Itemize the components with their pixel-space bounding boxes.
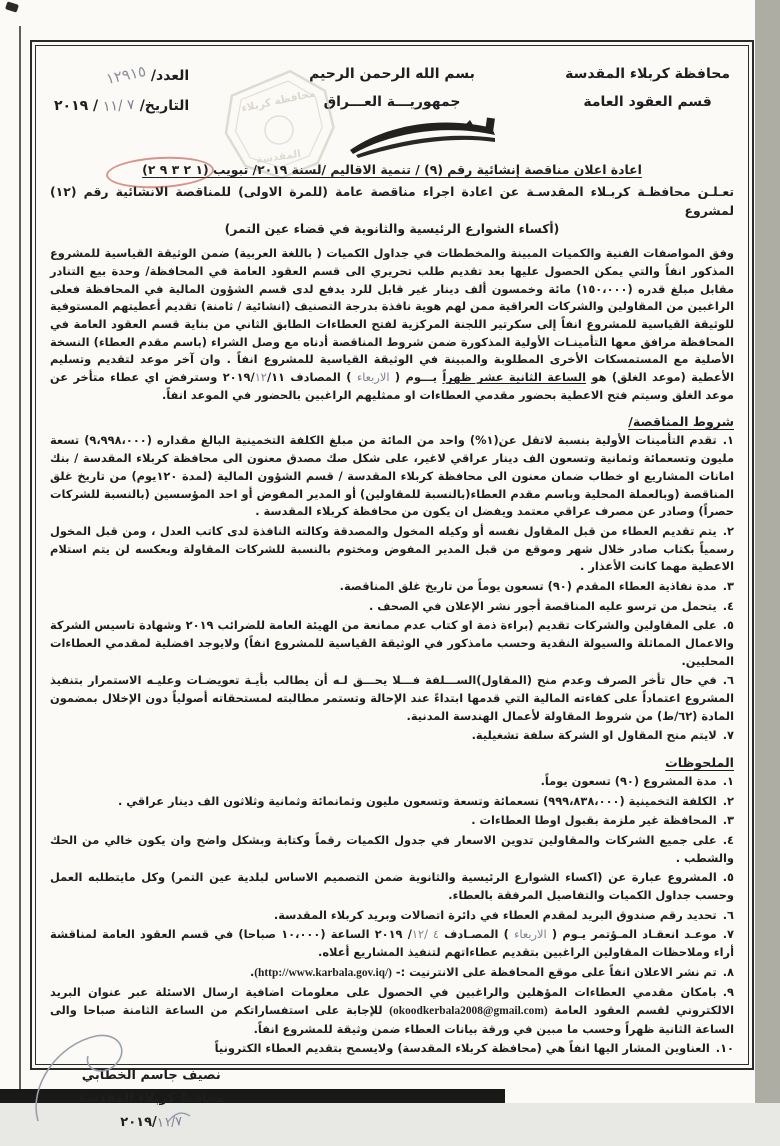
signature-date: ٢٠١٩/١١/٧	[78, 1111, 224, 1134]
conference-day-handwritten: الاربعاء	[514, 927, 547, 942]
item-number: ١٠.	[715, 1041, 734, 1056]
item-number: ٥.	[722, 618, 734, 633]
list-item: ٦.في حال تأخر الصرف وعدم منح (المقاول)الســـلفة فـــلا يحـــق لـه أن يطالب بأيـة تعويضـات وعليـه الاستمرار بتنفيذ المشروع اعتماداً على كفاءته المالية التي قدمها ابتداءً عند الإحالة وتستمر مطالبته لمستحقاته أصولياً دون الإخلال بمضمون المادة (٦٢/ط) من شروط المقاولة لأعمال الهندسة المدنية.	[50, 673, 734, 723]
conference-date-handwritten: ٤ /١٢	[411, 927, 439, 942]
website-url: (http://www.karbala.gov.iq/)	[254, 966, 392, 979]
notes-heading: الملحوظات	[665, 754, 734, 770]
list-item: ٩.بامكان مقدمي العطاءات المؤهلين والراغبين في الحصول على معلومات اضافية ارسال الاسئلة عبر عنوان البريد الالكتروني لقسم العقود العامة (okoodkerbala2008@gmail.com) للإجابة على استفساراتكم من الساعة الثامنة صباحا والى الساعة الثانية ظهراً وحسب ما مبين في ورقة بيانات العطاء ضمن وثيقة للمشروع انفاً.	[50, 985, 734, 1036]
announcement-line: تعـلـن محافظـة كربـلاء المقدسـة عن اعادة اجراء مناقصة عامة (للمرة الاولى) للمناقصة الانشائية رقم (١٢) لمشروع	[50, 184, 734, 219]
item-number: ٤.	[722, 598, 734, 613]
item-number: ٦.	[722, 673, 734, 688]
item-number: ١.	[722, 433, 734, 448]
item-number: ٩.	[722, 985, 734, 1000]
list-item: ٤.على جميع الشركات والمقاولين تدوين الاسعار في جدول الكميات رقماً وكتابة وبشكل واضح وان يكون خالي من الحك والشطب .	[50, 832, 734, 865]
issuer-block	[565, 60, 730, 116]
doc-number-line	[54, 60, 189, 92]
scan-edge-left-line	[19, 26, 21, 1090]
doc-date-label: التاريخ/	[139, 97, 190, 114]
list-item: ٥.على المقاولين والشركات تقديم (براءة ذمة او كتاب عدم ممانعة من الهيئة العامة للضرائب ٢٠١٩ وشهادة تاسيس الشركة والاعمال المماثلة والسيولة النقدية وحسب مامذكور في الوثيقة القياسية للمشروع انفاً) ولايوجد افضلية لمقدمي العطاءات المحليين.	[50, 618, 734, 668]
svg-text:محافظة كربلاء: محافظة كربلاء	[240, 87, 317, 115]
doc-number-value-handwritten: ١٢٩١٥	[104, 62, 148, 89]
intro-paragraph: وفق المواصفات الفنية والكميات المبينة والمخططات في جداول الكميات ( باللغة العربية) ضمن الوثيقة القياسية للمشروع المذكور انفاً والتي يمكن الحصول عليها بعد تقديم طلب تحريري الى قسم العقود العامة في المحافظة/ وحدة بيع التنادر مقابل مبلغ قدره (١٥٠،٠٠٠) مائة وخمسون ألف دينار غير قابل للرد يدفع لدى قسم الشؤون المالية في المحافظة فعلى الراغبين من المقاولين والشركات العراقية ممن لهم هوية نافذة بدرجة التصنيف (انشائية / ثامنة) تقديم أعطيتهم المستوفية للوثيقة القياسية للمشروع انفاً إلى سكرتير اللجنة المركزية لفتح العطاءات الطابق الثاني من بناية قسم العقود العامة في المحافظة مرافق معها التأمينـات الأولية المذكورة ضمن شروط المناقصة أدناه مع وصل الشراء (باسم مقدم العطاء) النسخة الأصلية مع المستمسكات الأخرى المطلوبة والمبينة في الوثيقة القياسية للمشروع انفاً . وان آخر موعد لتقديم وتسليم الأعطية (موعد الغلق) هو الساعة الثانية عشر ظهراً يـــوم ( الاربعاء ) المصادف ١١/١٢/٢٠١٩ وسترفض اي عطاء متأخر عن موعد الغلق وسيتم فتح الاعطية بحضور مقدمي العطاءات او ممثليهم الراغبين بالحضور في الموعد انفاً.	[50, 246, 735, 402]
closing-day-handwritten: الاربعاء	[356, 370, 390, 385]
list-item: ٣.المحافظة غير ملزمة بقبول اوطا العطاءات .	[471, 813, 734, 828]
notes-list	[50, 773, 734, 1058]
item-number: ٣.	[722, 578, 734, 593]
item-number: ١.	[722, 773, 734, 788]
list-item: ١.تقدم التأمينات الأولية بنسبة لاتقل عن(١%) واحد من المائة من مبلغ الكلفة التخمينية البالغ مقداره (٩،٩٩٨،٠٠٠) تسعة مليون وتسعمائة وثمانية وتسعون الف دينار عراقي لاغير، على شكل صك مصدق معنون الى محافظة كربلاء المقدسة / بنك امانات المشاريع او خطاب ضمان معنون الى محافظة كربلاء المقدسة / قسم الشؤون المالية (لمدة ١٢٠يوم) من تاريخ غلق المناقصة (وبالعملة المحلية وباسم مقدم العطاء(بالنسبة للمقاولين) أو المدير المفوض أو احد المؤسسين (بالنسبة للشركات حصراً) وصادر عن مصرف عراقي معتمد ويفضل ان يكون من محافظة كربلاء المقدسة .	[50, 433, 734, 519]
item-number: ٢.	[722, 793, 734, 808]
announcement-title-line	[50, 162, 734, 177]
intro-text: وفق المواصفات الفنية والكميات المبينة والمخططات في جداول الكميات ( باللغة العربية) ضمن الوثيقة القياسية للمشروع المذكور انفاً والتي يمكن الحصول عليها بعد تقديم طلب تحريري الى قسم العقود العامة في المحافظة/ وحدة بيع التنادر مقابل مبلغ قدره (١٥٠،٠٠٠) مائة وخمسون ألف دينار غير قابل للرد يدفع لدى قسم الشؤون المالية في المحافظة فعلى الراغبين من المقاولين والشركات العراقية ممن لهم هوية نافذة بدرجة التصنيف (انشائية / ثامنة) تقديم أعطيتهم المستوفية للوثيقة القياسية للمشروع انفاً إلى سكرتير اللجنة المركزية لفتح العطاءات الطابق الثاني من بناية قسم العقود العامة في المحافظة مرافق معها التأمينـات الأولية المذكورة ضمن شروط المناقصة أدناه مع وصل الشراء (باسم مقدم العطاء) النسخة الأصلية مع المستمسكات الأخرى المطلوبة والمبينة في الوثيقة القياسية للمشروع انفاً . وان آخر موعد لتقديم وتسليم الأعطية (موعد الغلق) هو	[50, 246, 735, 385]
svg-text:المقدسة: المقدسة	[255, 147, 302, 167]
doc-number-label: العدد/	[150, 68, 190, 84]
email-address: (okoodkerbala2008@gmail.com)	[389, 1004, 548, 1017]
list-item: ٢.يتم تقديم العطاء من قبل المقاول نفسه أو وكيله المخول والمصدقة وكالته النافذة لدى كاتب العدل ، ومن قبل المخول رسمياً بكتاب صادر خلال شهر وموقع من قبل المدير المفوض ومختوم بالنسبة للشركات المقاولة وبعكسه لن يتم استلام الاعطية مهما كانت الأعذار .	[50, 523, 734, 574]
list-item: ٧.موعـد انعقـاد المـؤتمر يـوم ( الاربعاء ) المصـادف ٤ /١٢/ ٢٠١٩ الساعة (١٠،٠٠٠ صباحا) في قسم العقود العامة لمناقشة أراء وملاحظات المقاولين الراغبين بتقديم عطاءاتهم لتنفيذ المشاريع أعلاه.	[50, 927, 734, 959]
terms-heading: شروط المناقصة/	[628, 414, 734, 430]
item-number: ٢.	[722, 523, 734, 538]
item-number: ٣.	[722, 813, 734, 828]
list-item: ١.مدة المشروع (٩٠) تسعون يوماً.	[540, 773, 734, 788]
signatory-name: نصيف جاسم الخطابي	[81, 1067, 221, 1083]
center-block	[272, 60, 512, 116]
list-item: ١٠.العناوين المشار اليها انفاً هي (محافظة كربلاء المقدسة) ولايسمح بتقديم العطاء الكترونياً	[214, 1041, 734, 1056]
terms-list	[50, 432, 734, 744]
doc-meta-block	[54, 60, 189, 121]
item-number: ٧.	[722, 927, 734, 942]
announcement-title: اعادة اعلان مناقصة إنشائية رقم (٩) / تنمية الاقاليم /لسنة ٢٠١٩/ تبويب (١ ٢ ٣ ٩ ٢)	[142, 162, 642, 177]
emblem-icon	[346, 116, 498, 158]
list-item: ٧.لايتم منح المقاول او الشركة سلفة تشغيلية.	[471, 728, 734, 743]
item-number: ٧.	[722, 728, 734, 743]
list-item: ٥.المشروع عبارة عن (اكساء الشوارع الرئيسية والثانوية ضمن التصميم الاساس لبلدية عين التمر) وكل مايتطلبه العمل وحسب جداول الكميات والتفاصيل المرفقة بالعطاء.	[50, 870, 734, 902]
list-item: ٣.مدة نفاذية العطاء المقدم (٩٠) تسعون يوماً من تاريخ غلق المناقصة.	[339, 578, 734, 593]
list-item: ٢.الكلفة التخمينية (٩٩٩،٨٣٨،٠٠٠) تسعمائة وتسعة وتسعون مليون وثمانمائة وثمانية وثلاثون الف دينار عراقي .	[117, 793, 734, 808]
closing-time-underlined: الساعة الثانية عشر ظهراً	[442, 370, 587, 385]
closing-month-handwritten: ١٢	[254, 370, 267, 385]
list-item: ٤.يتحمل من ترسو عليه المناقصة أجور نشر الإعلان في الصحف .	[368, 598, 734, 613]
document-header	[50, 54, 734, 167]
signatory-title: محافظ كربلاء المقدسة	[78, 1091, 225, 1107]
signature-row	[50, 1060, 734, 1134]
country-name: جمهوريـــة العـــراق	[323, 94, 461, 110]
dept-name: قسم العقود العامة	[583, 94, 712, 110]
document-content	[35, 45, 749, 1131]
scan-edge-right	[755, 0, 780, 1103]
signature-block	[78, 1064, 224, 1134]
doc-date-line	[54, 92, 189, 121]
list-item: ٨.تم نشر الاعلان انفاً على موقع المحافظة على الانترنيت :- (http://www.karbala.gov.iq/).	[249, 964, 734, 979]
document-border-frame	[30, 40, 754, 1131]
item-number: ٥.	[722, 870, 734, 885]
doc-date-year: / ٢٠١٩	[54, 97, 99, 114]
project-name: (أكساء الشوارع الرئيسية والثانوية في قضاء عين التمر)	[224, 221, 560, 237]
basmala: بسم الله الرحمن الرحيم	[309, 66, 475, 82]
item-number: ٨.	[722, 964, 734, 979]
org-name: محافظة كربلاء المقدسة	[565, 66, 730, 82]
doc-date-handwritten: ٧ /١١	[102, 96, 136, 115]
signature-date-handwritten: ١١/٧	[156, 1113, 183, 1131]
scan-ink-mark	[5, 1, 19, 12]
item-number: ٤.	[722, 832, 734, 847]
list-item: ٦.تحديد رقم صندوق البريد لمقدم العطاء في دائرة اتصالات وبريد كربلاء المقدسة.	[273, 907, 734, 922]
item-number: ٦.	[722, 907, 734, 922]
